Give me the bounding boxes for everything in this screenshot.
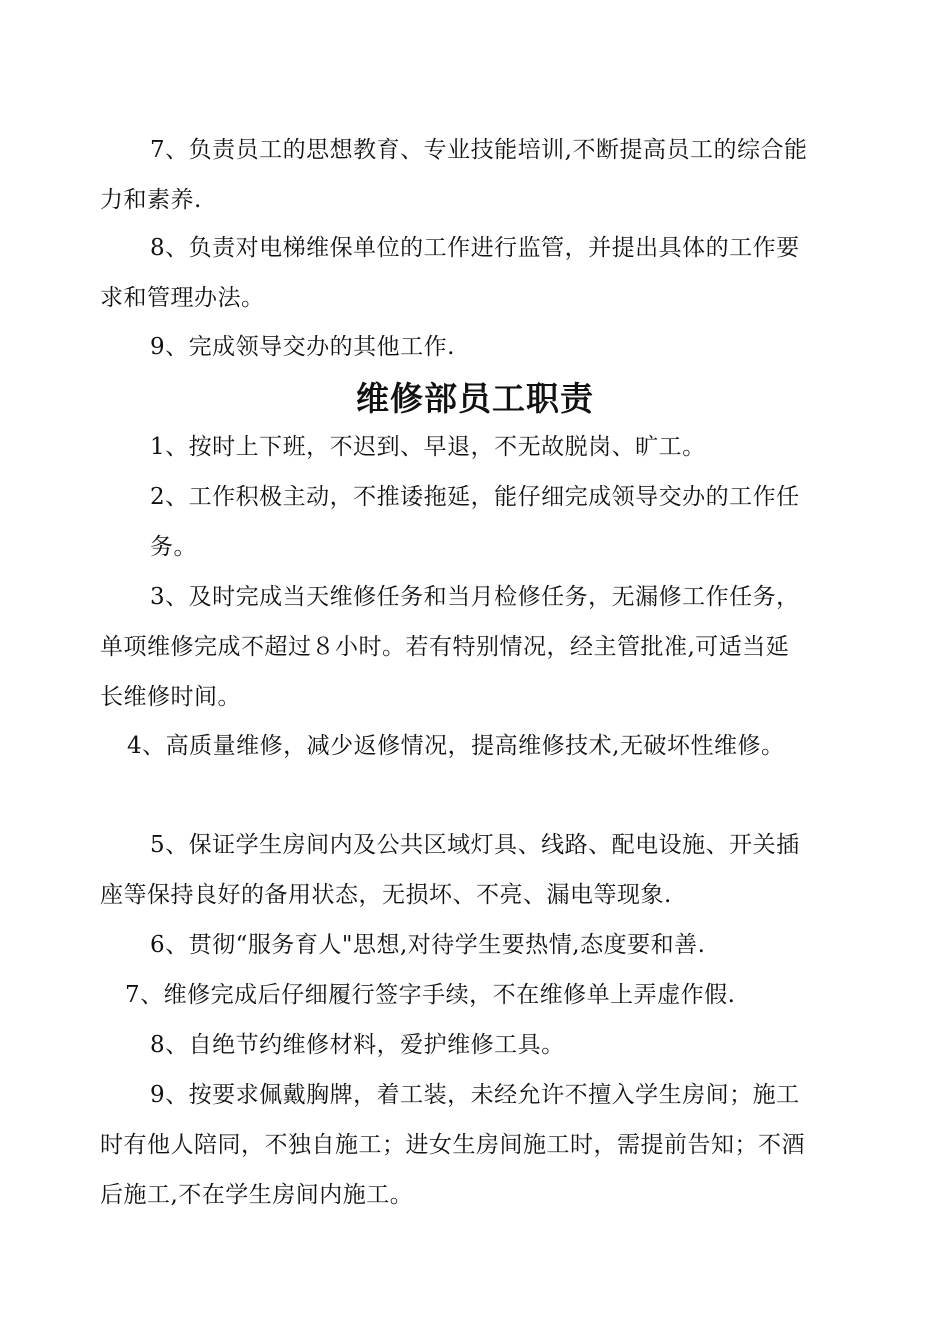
duty-item-8: 8、负责对电梯维保单位的工作进行监管，并提出具体的工作要求和管理办法。	[100, 235, 800, 311]
maintenance-duty-9: 9、按要求佩戴胸牌，着工装，未经允许不擅入学生房间；施工时有他人陪同，不独自施工；进女生房间施工时，需提前告知；不酒后施工,不在学生房间内施工。	[100, 1082, 805, 1208]
maintenance-duty-3: 3、及时完成当天维修任务和当月检修任务，无漏修工作任务，单项维修完成不超过８小时。若有特别情况，经主管批准,可适当延长维修时间。	[100, 584, 800, 710]
duty-item-7: 7、负责员工的思想教育、专业技能培训,不断提高员工的综合能力和素养.	[100, 137, 808, 213]
maintenance-duty-6: 6、贯彻“服务育人"思想,对待学生要热情,态度要和善.	[150, 932, 706, 958]
maintenance-duty-4: 4、高质量维修，减少返修情况，提高维修技术,无破坏性维修。	[127, 733, 785, 759]
maintenance-duty-1: 1、按时上下班，不迟到、早退，不无故脱岗、旷工。	[150, 434, 706, 460]
maintenance-duty-7: 7、维修完成后仔细履行签字手续，不在维修单上弄虚作假.	[125, 982, 736, 1008]
maintenance-duty-2: 2、工作积极主动，不推诿拖延，能仔细完成领导交办的工作任务。	[150, 484, 800, 560]
maintenance-duty-8: 8、自绝节约维修材料，爱护维修工具。	[150, 1032, 565, 1058]
maintenance-duty-5: 5、保证学生房间内及公共区域灯具、线路、配电设施、开关插座等保持良好的备用状态，无损坏、不亮、漏电等现象.	[100, 832, 800, 908]
section-title: 维修部员工职责	[356, 379, 594, 418]
duty-item-9: 9、完成领导交办的其他工作.	[150, 334, 455, 360]
